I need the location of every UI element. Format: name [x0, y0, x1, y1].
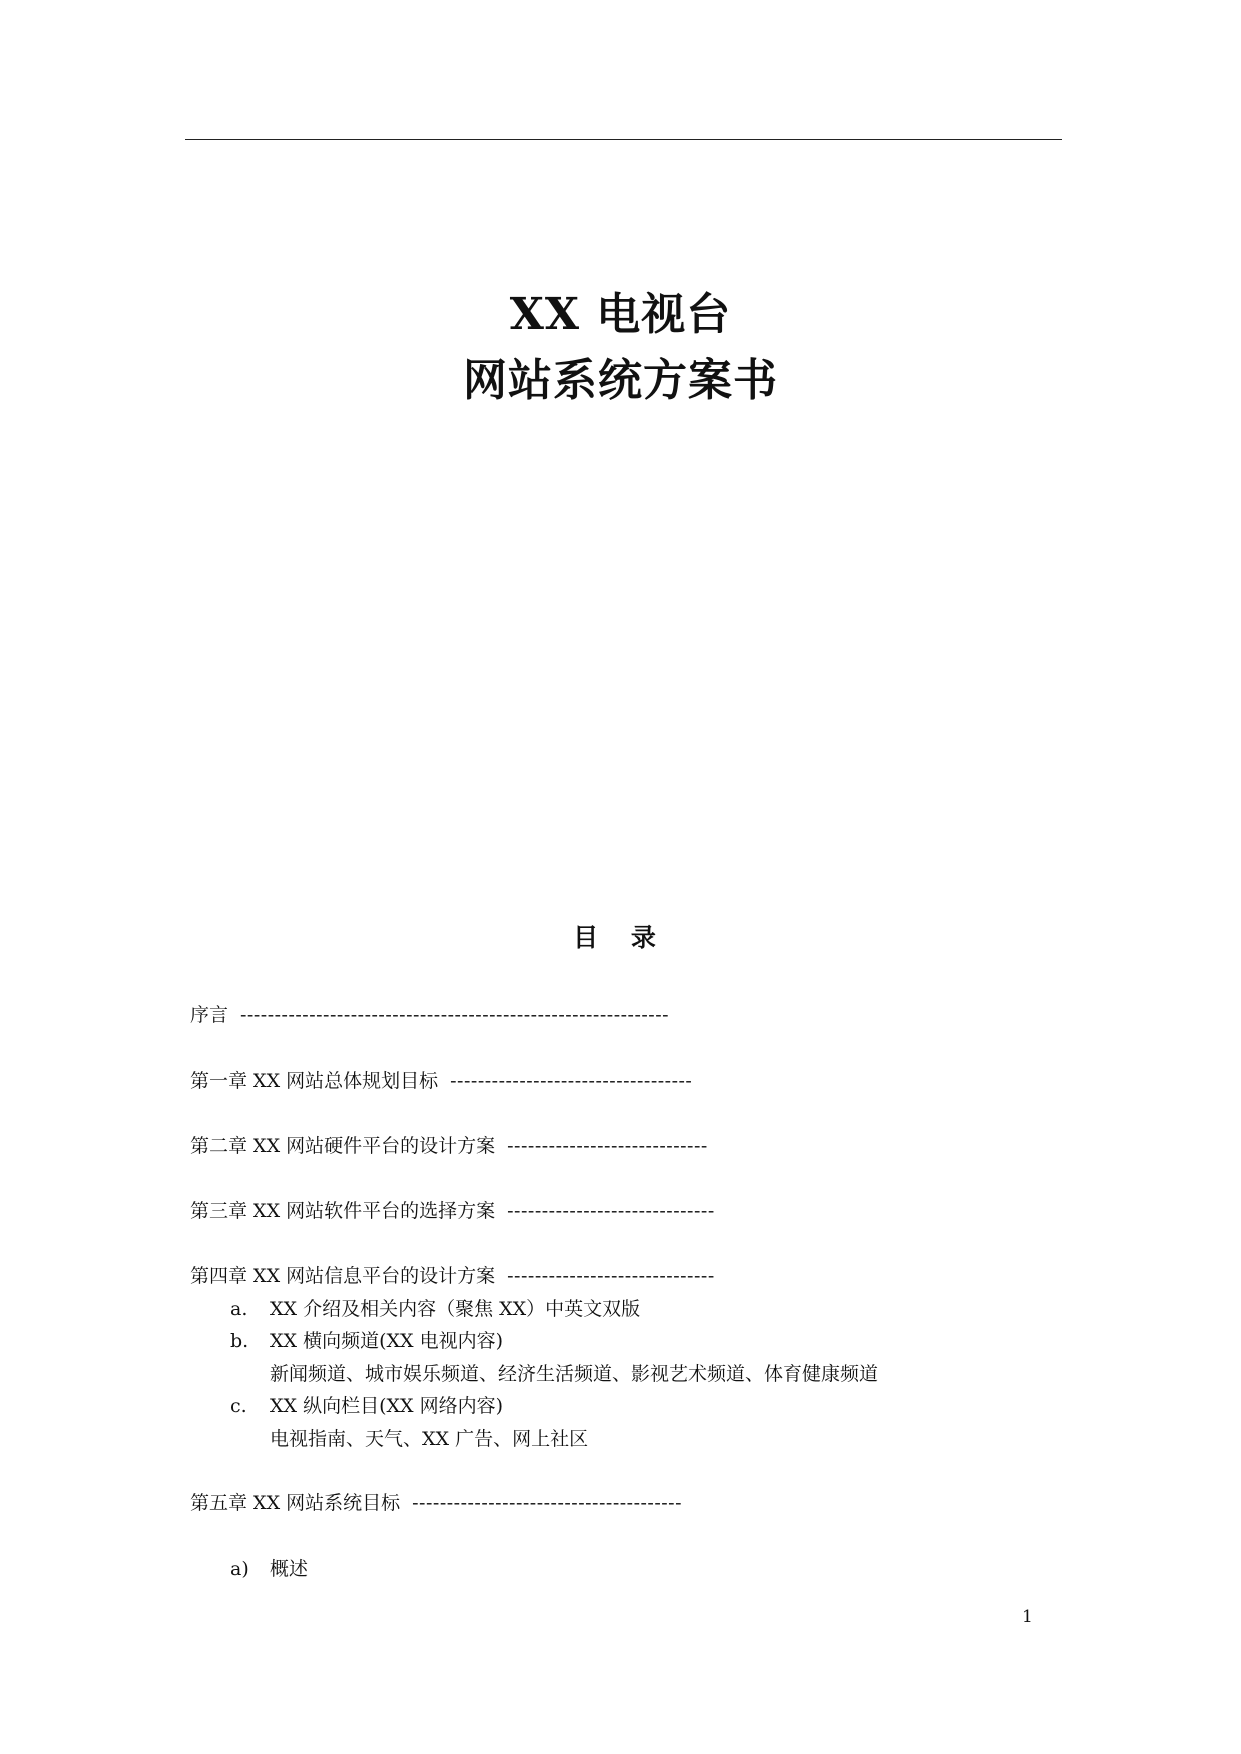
page-number: 1 [1022, 1607, 1033, 1627]
toc-subitem [230, 1556, 308, 1582]
header-rule [185, 139, 1062, 140]
toc-entry-chapter-2[interactable] [190, 1133, 708, 1159]
toc-leader: -------------------------------------------------------------- [240, 1004, 670, 1026]
toc-subitem [230, 1296, 640, 1322]
subitem-text: XX 介绍及相关内容（聚焦 XX）中英文双版 [270, 1298, 641, 1320]
toc-heading: 目 录 [573, 923, 668, 952]
toc-entry-label: 第四章 XX 网站信息平台的设计方案 [190, 1265, 496, 1287]
toc-entry-chapter-4[interactable] [190, 1263, 715, 1289]
toc-leader: --------------------------------------- [412, 1492, 683, 1514]
subitem-marker: a. [230, 1298, 248, 1320]
toc-entry-label: 第三章 XX 网站软件平台的选择方案 [190, 1200, 496, 1222]
document-title [0, 282, 1241, 414]
toc-entry-label: 第五章 XX 网站系统目标 [190, 1492, 401, 1514]
toc-leader: ------------------------------ [507, 1200, 715, 1222]
toc-leader: ----------------------------- [507, 1135, 708, 1157]
toc-subitem [230, 1328, 503, 1354]
subitem-text: XX 横向频道(XX 电视内容) [270, 1330, 504, 1352]
toc-subitem-detail [270, 1426, 588, 1452]
subitem-text: 电视指南、天气、XX 广告、网上社区 [270, 1428, 589, 1450]
subitem-text: XX 纵向栏目(XX 网络内容) [270, 1395, 504, 1417]
toc-subitem [230, 1393, 503, 1419]
title-line-1: XX 电视台 [509, 289, 732, 340]
toc-entry-chapter-3[interactable] [190, 1198, 715, 1224]
subitem-marker: b. [230, 1330, 249, 1352]
toc-subitem-detail [270, 1361, 878, 1387]
subitem-text: 概述 [270, 1558, 309, 1580]
toc-entry-label: 序言 [190, 1004, 229, 1026]
subitem-marker: c. [230, 1395, 247, 1417]
toc-entry-chapter-1[interactable] [190, 1068, 692, 1094]
toc-entry-preface[interactable] [190, 1002, 669, 1028]
subitem-marker: a) [230, 1558, 249, 1580]
subitem-text: 新闻频道、城市娱乐频道、经济生活频道、影视艺术频道、体育健康频道 [270, 1363, 879, 1385]
toc-leader: ------------------------------ [507, 1265, 715, 1287]
toc-entry-chapter-5[interactable] [190, 1490, 682, 1516]
toc-leader: ----------------------------------- [450, 1070, 693, 1092]
toc-entry-label: 第二章 XX 网站硬件平台的设计方案 [190, 1135, 496, 1157]
toc-entry-label: 第一章 XX 网站总体规划目标 [190, 1070, 439, 1092]
title-line-2: 网站系统方案书 [463, 355, 778, 406]
